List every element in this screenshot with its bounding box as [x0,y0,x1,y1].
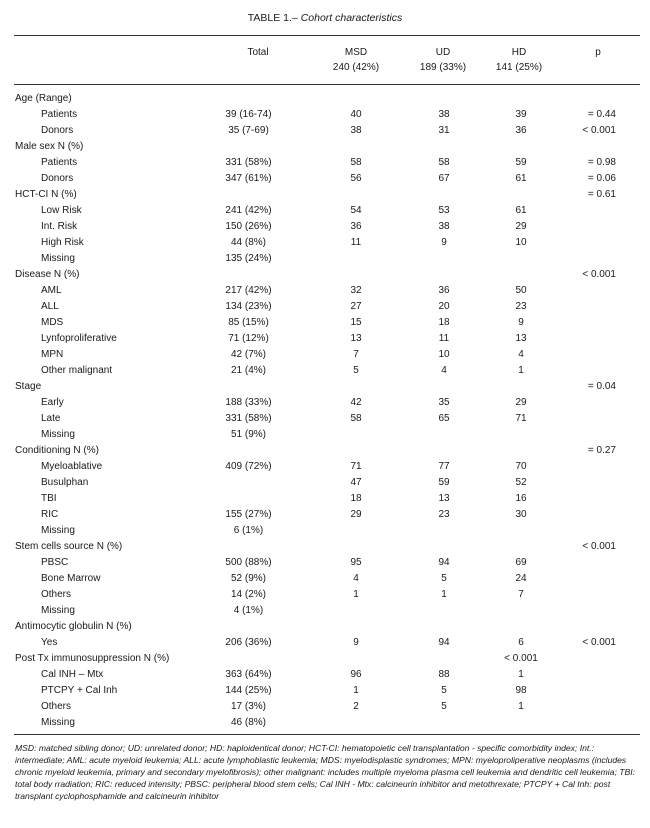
cell-label: Patients [41,157,78,168]
table-row [0,155,650,171]
cell-label: Others [41,589,72,600]
cell-ud: 94 [438,557,450,568]
table-row [0,107,650,123]
cell-hd: 29 [515,221,527,232]
cell-ud: 4 [441,365,447,376]
table-title-caption: Cohort characteristics [300,12,403,24]
cell-msd: 32 [350,285,362,296]
cell-label: MPN [41,349,64,360]
cell-ud: 38 [438,109,450,120]
cell-hd: 61 [515,173,527,184]
cell-total: 144 (25%) [225,685,272,696]
cell-ud: 67 [438,173,450,184]
header-ud-label: UD [435,47,451,58]
cell-msd: 47 [350,477,362,488]
cell-msd: 9 [353,637,359,648]
cell-label: Lynfoproliferative [41,333,117,344]
cell-p: = 0.06 [587,173,616,184]
table-row [0,683,650,699]
table-row [0,331,650,347]
cell-hd: 70 [515,461,527,472]
cell-msd: 58 [350,413,362,424]
table-row [0,635,650,651]
cell-ud: 35 [438,397,450,408]
cell-total: 85 (15%) [228,317,269,328]
cell-ud: 38 [438,221,450,232]
cell-msd: 38 [350,125,362,136]
header-total [208,45,308,60]
cell-hd: 50 [515,285,527,296]
table-row [0,123,650,139]
table-row [0,251,650,267]
table-row [0,715,650,731]
cell-hd: 24 [515,573,527,584]
cell-total: 135 (24%) [225,253,272,264]
table-row [0,667,650,683]
cell-total: 134 (23%) [225,301,272,312]
cell-msd: 15 [350,317,362,328]
cell-label: Missing [41,253,75,264]
cell-msd: 18 [350,493,362,504]
cell-hd: 59 [515,157,527,168]
cell-label: TBI [41,493,57,504]
header-msd-count: 240 (42%) [332,62,380,73]
cell-label: Missing [41,429,75,440]
cell-msd: 42 [350,397,362,408]
cell-total: 51 (9%) [230,429,266,440]
cell-ud: 9 [441,237,447,248]
cell-ud: 11 [438,333,450,344]
header-msd-label: MSD [344,47,368,58]
cell-total: 71 (12%) [228,333,269,344]
cell-hd: 1 [518,365,524,376]
header-total-label: Total [247,47,269,58]
cell-msd: 4 [353,573,359,584]
cell-p: = 0.04 [587,381,616,392]
cell-label: Late [41,413,61,424]
cell-total: 17 (3%) [230,701,266,712]
cell-total: 188 (33%) [225,397,272,408]
cell-ud: 58 [438,157,450,168]
cell-hd: 1 [518,701,524,712]
table-row [0,507,650,523]
cell-hd: 61 [515,205,527,216]
cell-total: 6 (1%) [233,525,264,536]
table-row [0,283,650,299]
cell-p: < 0.001 [582,637,616,648]
cell-label: Myeloablative [41,461,103,472]
cell-total: 39 (16-74) [225,109,272,120]
cell-total: 35 (7-69) [228,125,269,136]
cell-msd: 71 [350,461,362,472]
cell-msd: 1 [353,685,359,696]
table-row [0,235,650,251]
cell-msd: 13 [350,333,362,344]
table-section-row [0,267,650,283]
cell-msd: 54 [350,205,362,216]
table-row [0,347,650,363]
header-ud-count: 189 (33%) [419,62,467,73]
cell-p: < 0.001 [582,541,616,552]
table-row [0,363,650,379]
cell-msd: 7 [353,349,359,360]
cell-hd: 6 [518,637,524,648]
top-rule [14,35,640,36]
cell-p: < 0.001 [582,269,616,280]
cell-label: Bone Marrow [41,573,101,584]
bottom-rule [14,734,640,735]
table-row [0,699,650,715]
cell-label: Missing [41,717,75,728]
cell-total: 347 (61%) [225,173,272,184]
cell-hd: 4 [518,349,524,360]
cell-ud: 10 [438,349,450,360]
cell-total: 331 (58%) [225,413,272,424]
cell-label: RIC [41,509,59,520]
cell-label: Disease N (%) [15,269,80,280]
cell-ud: 18 [438,317,450,328]
cell-label: Early [41,397,64,408]
cell-label: Post Tx immunosuppression N (%) [15,653,170,664]
cell-msd: 56 [350,173,362,184]
cell-label: Stage [15,381,42,392]
cell-ud: 59 [438,477,450,488]
cell-label: High Risk [41,237,84,248]
cell-total: 217 (42%) [225,285,272,296]
cell-hd: 30 [515,509,527,520]
header-hd-label: HD [511,47,527,58]
table-section-row [0,619,650,635]
header-rule [14,84,640,85]
cell-total: 52 (9%) [230,573,266,584]
cell-hd: 71 [515,413,527,424]
cell-total: 241 (42%) [225,205,272,216]
cell-hd: 9 [518,317,524,328]
cell-label: Cal INH – Mtx [41,669,104,680]
table-footnote: MSD: matched sibling donor; UD: unrelated donor; HD: haploidentical donor; HCT-CI: hematopoietic cell transplantation - specific comorbidity index; Int.: intermediate; AML: acute myeloid leukemia; ALL: acute lymphoblastic leukemia; MDS: myelodisplastic syndromes; MPN: myeloproliperative neoplasms (includes chronic myeloid leukemia, primary and secondary myelofibrosis); other malignant: includes multiple myeloma plasma cell leukemia and dendritic cell leukemia; TBI: total body rradiation; RIC: reduced intensity; PBSC: peripheral blood stem cells; Cal INH - Mtx: calcineurin inhibitor and metothrexate; PTCPY + Cal Inh: post transplant cyclophosphamide and calcineurin inhibitor [15,743,635,801]
header-p-label: p [595,47,601,58]
cell-ud: 5 [441,701,447,712]
cell-total: 150 (26%) [225,221,272,232]
cell-ud: 31 [438,125,450,136]
cell-msd: 58 [350,157,362,168]
cell-msd: 29 [350,509,362,520]
table-row [0,299,650,315]
cell-total: 21 (4%) [230,365,266,376]
cell-ud: 53 [438,205,450,216]
cell-ud: 65 [438,413,450,424]
cell-total: 331 (58%) [225,157,272,168]
table-section-row [0,379,650,395]
cell-msd: 96 [350,669,362,680]
cell-hd: 29 [515,397,527,408]
cell-hd: 13 [515,333,527,344]
table-section-row [0,91,650,107]
table-row [0,203,650,219]
cell-label: Donors [41,125,74,136]
table-section-row [0,539,650,555]
cell-ud: 23 [438,509,450,520]
cell-p: = 0.27 [587,445,616,456]
table-title [0,12,650,24]
cell-total: 44 (8%) [230,237,266,248]
cell-total: 500 (88%) [225,557,272,568]
table-row [0,171,650,187]
cell-p: < 0.001 [582,125,616,136]
cell-ud: 88 [438,669,450,680]
cell-label: Stem cells source N (%) [15,541,123,552]
cell-label: Donors [41,173,74,184]
cell-label: Age (Range) [15,93,72,104]
table-row [0,395,650,411]
cell-msd: 40 [350,109,362,120]
cell-label: ALL [41,301,59,312]
cell-label: Busulphan [41,477,89,488]
cell-label: PBSC [41,557,69,568]
cell-ud: 1 [441,589,447,600]
table-row [0,459,650,475]
cell-ud: 5 [441,573,447,584]
cell-ud: 94 [438,637,450,648]
header-hd [474,45,564,75]
cell-label: Others [41,701,72,712]
cell-hd: 39 [515,109,527,120]
cell-hd: 1 [518,669,524,680]
cell-label: Patients [41,109,78,120]
table-section-row [0,443,650,459]
table-row [0,315,650,331]
cell-total: 409 (72%) [225,461,272,472]
table-row [0,571,650,587]
cell-msd: 95 [350,557,362,568]
cell-ud: 5 [441,685,447,696]
cell-msd: 11 [350,237,362,248]
cell-hd: < 0.001 [504,653,538,664]
cell-label: Missing [41,605,75,616]
cell-label: PTCPY + Cal Inh [41,685,118,696]
cell-hd: 16 [515,493,527,504]
table-row [0,219,650,235]
cell-total: 206 (36%) [225,637,272,648]
cell-total: 46 (8%) [230,717,266,728]
cell-hd: 98 [515,685,527,696]
cell-msd: 36 [350,221,362,232]
cell-hd: 7 [518,589,524,600]
header-hd-count: 141 (25%) [495,62,543,73]
cell-ud: 13 [438,493,450,504]
cell-total: 363 (64%) [225,669,272,680]
table-row [0,427,650,443]
table-title-prefix: TABLE 1.– [247,12,301,24]
cell-msd: 5 [353,365,359,376]
cell-p: = 0.44 [587,109,616,120]
table-row [0,603,650,619]
cell-label: Male sex N (%) [15,141,84,152]
cell-label: Missing [41,525,75,536]
cell-hd: 69 [515,557,527,568]
cell-msd: 2 [353,701,359,712]
cell-label: MDS [41,317,64,328]
table-row [0,491,650,507]
cell-hd: 36 [515,125,527,136]
table-section-row [0,139,650,155]
cell-ud: 20 [438,301,450,312]
cell-hd: 10 [515,237,527,248]
cell-ud: 36 [438,285,450,296]
cell-label: Other malignant [41,365,113,376]
cell-label: Int. Risk [41,221,78,232]
table-section-row [0,651,650,667]
cell-total: 14 (2%) [230,589,266,600]
cell-label: Yes [41,637,58,648]
cell-p: = 0.61 [587,189,616,200]
table-row [0,411,650,427]
table-row [0,523,650,539]
cell-label: Conditioning N (%) [15,445,99,456]
table-row [0,555,650,571]
header-msd [311,45,401,75]
cell-p: = 0.98 [587,157,616,168]
cell-hd: 23 [515,301,527,312]
cell-msd: 27 [350,301,362,312]
cell-hd: 52 [515,477,527,488]
cell-label: Antimocytic globulin N (%) [15,621,132,632]
cell-label: HCT-CI N (%) [15,189,77,200]
table-section-row [0,187,650,203]
cell-msd: 1 [353,589,359,600]
table-row [0,475,650,491]
cell-ud: 77 [438,461,450,472]
cell-total: 42 (7%) [230,349,266,360]
cell-total: 155 (27%) [225,509,272,520]
cell-label: AML [41,285,62,296]
header-p [578,45,618,60]
cell-label: Low Risk [41,205,82,216]
cell-total: 4 (1%) [233,605,264,616]
table-row [0,587,650,603]
